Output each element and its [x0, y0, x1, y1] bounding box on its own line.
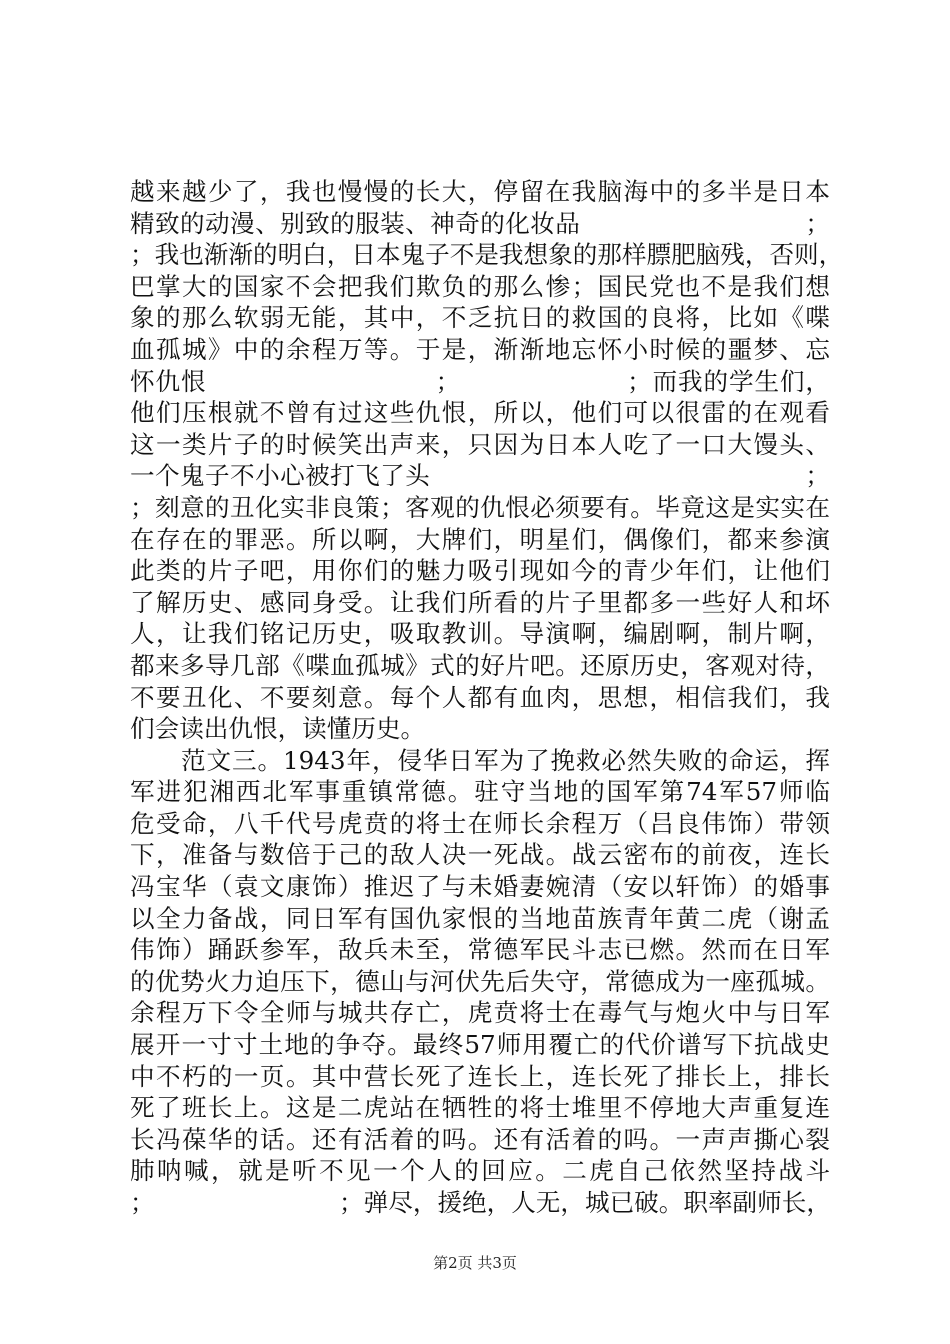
text-line: 象的那么软弱无能，其中，不乏抗日的救国的良将，比如《喋: [130, 303, 830, 333]
document-body: [130, 176, 844, 1219]
text-line: 怀仇恨 ； ；而我的学生们，: [130, 366, 830, 396]
text-line: 下，准备与数倍于己的敌人决一死战。战云密布的前夜，连长: [130, 840, 830, 870]
text-line: 以全力备战，同日军有国仇家恨的当地苗族青年黄二虎（谢孟: [130, 903, 830, 933]
text-line: 危受命，八千代号虎贲的将士在师长余程万（吕良伟饰）带领: [130, 808, 830, 838]
text-line: 都来多导几部《喋血孤城》式的好片吧。还原历史，客观对待，: [130, 650, 830, 680]
text-line: 不要丑化、不要刻意。每个人都有血肉，思想，相信我们，我: [130, 682, 830, 712]
text-line: 展开一寸寸土地的争夺。最终57师用覆亡的代价谱写下抗战史: [130, 1030, 830, 1060]
text-line: 肺呐喊，就是听不见一个人的回应。二虎自己依然坚持战斗: [130, 1156, 830, 1186]
text-line: 这一类片子的时候笑出声来，只因为日本人吃了一口大馒头、: [130, 429, 830, 459]
text-line: 范文三。1943年，侵华日军为了挽救必然失败的命运，挥: [130, 745, 830, 775]
text-line: 伟饰）踊跃参军，敌兵未至，常德军民斗志已燃。然而在日军: [130, 935, 830, 965]
page-footer: 第2页 共3页: [433, 1254, 517, 1272]
text-line: 军进犯湘西北军事重镇常德。驻守当地的国军第74军57师临: [130, 777, 830, 807]
text-line: 血孤城》中的余程万等。于是，渐渐地忘怀小时候的噩梦、忘: [130, 334, 830, 364]
text-line: 们会读出仇恨，读懂历史。: [130, 714, 426, 744]
text-line: 冯宝华（袁文康饰）推迟了与未婚妻婉清（安以轩饰）的婚事: [130, 872, 830, 902]
text-line: 长冯葆华的话。还有活着的吗。还有活着的吗。一声声撕心裂: [130, 1124, 830, 1154]
text-line: ；刻意的丑化实非良策；客观的仇恨必须要有。毕竟这是实实在: [130, 492, 830, 522]
text-line: ； ；弹尽，援绝，人无，城已破。职率副师长，: [130, 1188, 831, 1217]
text-line: 越来越少了，我也慢慢的长大，停留在我脑海中的多半是日本: [130, 177, 830, 206]
text-line: ；我也渐渐的明白，日本鬼子不是我想象的那样膘肥脑残，否则，: [130, 240, 844, 270]
text-line: 此类的片子吧，用你们的魅力吸引现如今的青少年们，让他们: [130, 556, 830, 586]
text-line: 的优势火力迫压下，德山与河伏先后失守，常德成为一座孤城。: [130, 966, 830, 996]
text-line: 精致的动漫、别致的服装、神奇的化妆品 ；: [130, 208, 830, 238]
text-line: 死了班长上。这是二虎站在牺牲的将士堆里不停地大声重复连: [130, 1093, 830, 1123]
text-line: 在存在的罪恶。所以啊，大牌们，明星们，偶像们，都来参演: [130, 524, 830, 554]
text-line: 巴掌大的国家不会把我们欺负的那么惨；国民党也不是我们想: [130, 271, 830, 301]
text-line: 了解历史、感同身受。让我们所看的片子里都多一些好人和坏: [130, 587, 830, 617]
text-line: 余程万下令全师与城共存亡，虎贲将士在毒气与炮火中与日军: [130, 998, 830, 1028]
text-line: 他们压根就不曾有过这些仇恨，所以，他们可以很雷的在观看: [130, 398, 830, 428]
text-line: 一个鬼子不小心被打飞了头 ；: [130, 461, 830, 491]
text-line: 中不朽的一页。其中营长死了连长上，连长死了排长上，排长: [130, 1061, 830, 1091]
text-line: 人，让我们铭记历史，吸取教训。导演啊，编剧啊，制片啊，: [130, 619, 830, 649]
